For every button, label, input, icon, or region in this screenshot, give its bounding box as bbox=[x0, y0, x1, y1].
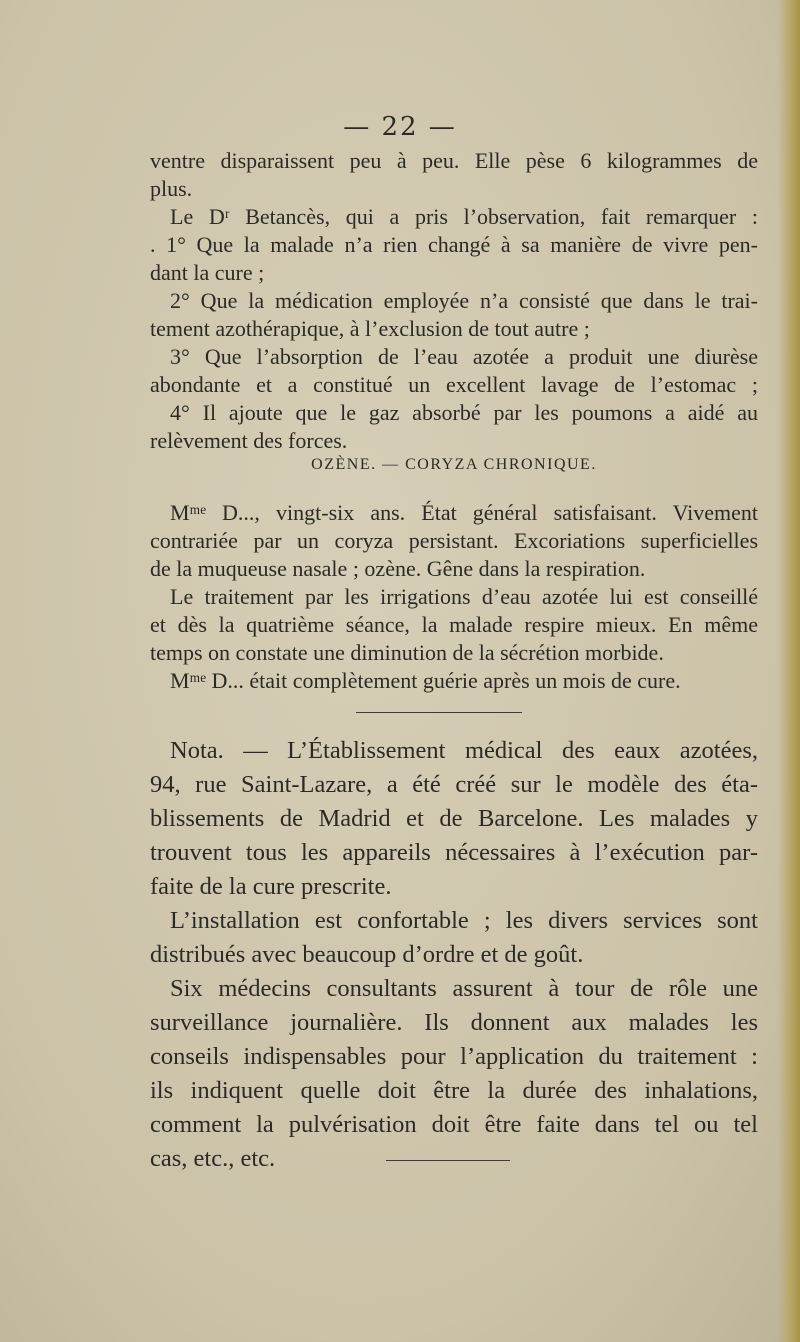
page-number: — 22 — bbox=[343, 112, 457, 142]
text-line: et dès la quatrième séance, la malade respire mieux. En même bbox=[150, 612, 758, 637]
text-line: faite de la cure prescrite. bbox=[150, 873, 392, 900]
text-line: surveillance journalière. Ils donnent aux malades les bbox=[150, 1009, 758, 1036]
divider-rule bbox=[356, 712, 522, 713]
text-line: Le traitement par les irrigations d’eau azotée lui est conseillé bbox=[170, 584, 758, 609]
text-line: tement azothérapique, à l’exclusion de tout autre ; bbox=[150, 316, 590, 341]
text-line: abondante et a constitué un excellent lavage de l’estomac ; bbox=[150, 372, 758, 397]
text-line: . 1° Que la malade n’a rien changé à sa manière de vivre pen- bbox=[150, 232, 758, 257]
text-line: L’installation est confortable ; les divers services sont bbox=[170, 907, 758, 934]
text-line: 94, rue Saint-Lazare, a été créé sur le modèle des éta- bbox=[150, 771, 758, 798]
text-line: Six médecins consultants assurent à tour de rôle une bbox=[170, 975, 758, 1002]
section-heading: OZÈNE. — CORYZA CHRONIQUE. bbox=[311, 456, 597, 473]
text-line: de la muqueuse nasale ; ozène. Gêne dans la respiration. bbox=[150, 556, 646, 581]
text-line: comment la pulvérisation doit être faite dans tel ou tel bbox=[150, 1111, 758, 1138]
text-line: blissements de Madrid et de Barcelone. Les malades y bbox=[150, 805, 758, 832]
text-line: ventre disparaissent peu à peu. Elle pèse 6 kilogrammes de bbox=[150, 148, 758, 173]
text-line: 3° Que l’absorption de l’eau azotée a produit une diurèse bbox=[170, 344, 758, 369]
text-line: distribués avec beaucoup d’ordre et de goût. bbox=[150, 941, 584, 968]
text-line: Nota. — L’Établissement médical des eaux azotées, bbox=[170, 737, 758, 764]
text-line: relèvement des forces. bbox=[150, 428, 348, 453]
text-line: Mᵐᵉ D..., vingt-six ans. État général satisfaisant. Vivement bbox=[170, 500, 758, 525]
text-line: contrariée par un coryza persistant. Excoriations superficielles bbox=[150, 528, 758, 553]
text-line: conseils indispensables pour l’application du traitement : bbox=[150, 1043, 758, 1070]
text-line: temps on constate une diminution de la sécrétion morbide. bbox=[150, 640, 664, 665]
text-line: Le Dʳ Betancès, qui a pris l’observation, fait remarquer : bbox=[170, 204, 758, 229]
text-line: cas, etc., etc. bbox=[150, 1145, 276, 1172]
text-line: ils indiquent quelle doit être la durée des inhalations, bbox=[150, 1077, 758, 1104]
closing-rule bbox=[386, 1160, 510, 1161]
text-line: 4° Il ajoute que le gaz absorbé par les poumons a aidé au bbox=[170, 400, 758, 425]
text-line: plus. bbox=[150, 176, 193, 201]
text-line: Mᵐᵉ D... était complètement guérie après un mois de cure. bbox=[170, 668, 681, 693]
text-line: trouvent tous les appareils nécessaires à l’exécution par- bbox=[150, 839, 758, 866]
text-line: 2° Que la médication employée n’a consisté que dans le trai- bbox=[170, 288, 758, 313]
text-line: dant la cure ; bbox=[150, 260, 265, 285]
page-edge bbox=[778, 0, 800, 1342]
